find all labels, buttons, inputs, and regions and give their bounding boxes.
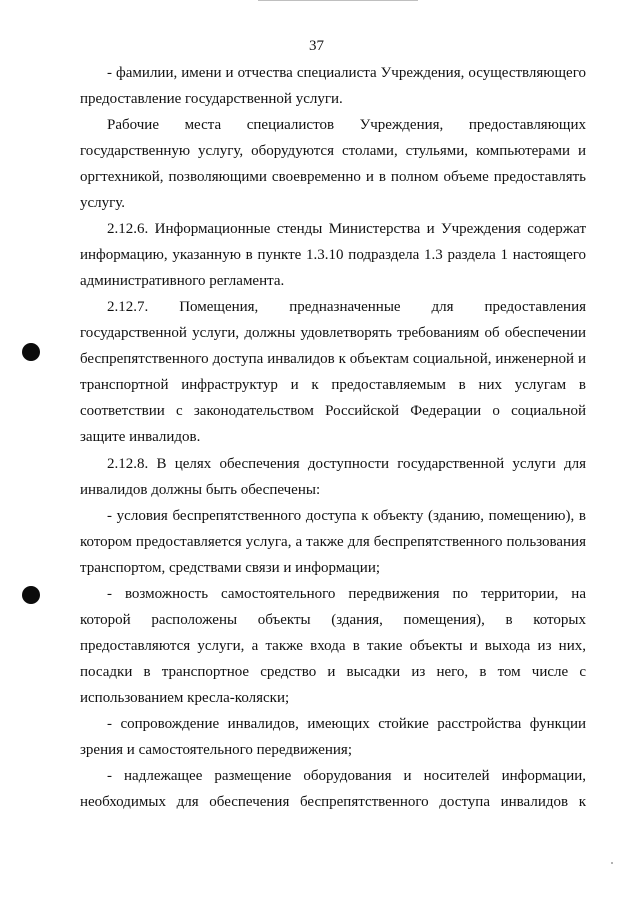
text-line: 2.12.6. Информационные стенды Министерства и Учреждения содержат [107,221,586,237]
text-line: соответствии с законодательством Российской Федерации о социальной [80,403,586,419]
text-line: оргтехникой, позволяющими своевременно и в полном объеме предоставлять [80,169,586,185]
text-line: государственной услуги, должны удовлетворять требованиям об обеспечении [80,325,586,341]
text-line: которой расположены объекты (здания, помещения), в которых [80,612,586,628]
text-line: информацию, указанную в пункте 1.3.10 подраздела 1.3 раздела 1 настоящего [80,247,586,263]
text-line: 2.12.7. Помещения, предназначенные для предоставления [107,299,586,315]
text-line: использованием кресла-коляски; [80,690,290,706]
text-line: услугу. [80,195,126,211]
text-line: предоставляются услуги, а также входа в такие объекты и выхода из них, [80,638,586,654]
text-line: - сопровождение инвалидов, имеющих стойкие расстройства функции [107,716,586,732]
text-line: беспрепятственного доступа инвалидов к объектам социальной, инженерной и [80,351,586,367]
text-line: - надлежащее размещение оборудования и носителей информации, [107,768,586,784]
text-line: зрения и самостоятельного передвижения; [80,742,352,758]
text-line: Рабочие места специалистов Учреждения, предоставляющих [107,117,586,133]
text-line: инвалидов должны быть обеспечены: [80,482,321,498]
text-line: котором предоставляется услуга, а также для беспрепятственного пользования [80,534,586,550]
punch-hole-lower [22,586,40,604]
text-line: предоставление государственной услуги. [80,91,343,107]
scan-speck [611,862,613,864]
text-line: транспортной инфраструктур и к предоставляемым в них услугам в [80,377,586,393]
page-number: 37 [309,38,324,54]
text-line: - возможность самостоятельного передвижения по территории, на [107,586,586,602]
text-line: защите инвалидов. [80,429,201,445]
text-line: 2.12.8. В целях обеспечения доступности государственной услуги для [107,456,586,472]
text-line: - условия беспрепятственного доступа к объекту (зданию, помещению), в [107,508,586,524]
text-line: транспортом, средствами связи и информации; [80,560,381,576]
text-line: посадки в транспортное средство и высадки из него, в том числе с [80,664,586,680]
text-line: государственную услугу, оборудуются столами, стульями, компьютерами и [80,143,586,159]
text-line: необходимых для обеспечения беспрепятственного доступа инвалидов к [80,794,586,810]
punch-hole-upper [22,343,40,361]
scan-edge-line [258,0,418,1]
text-line: административного регламента. [80,273,285,289]
text-line: - фамилии, имени и отчества специалиста Учреждения, осуществляющего [107,65,586,81]
